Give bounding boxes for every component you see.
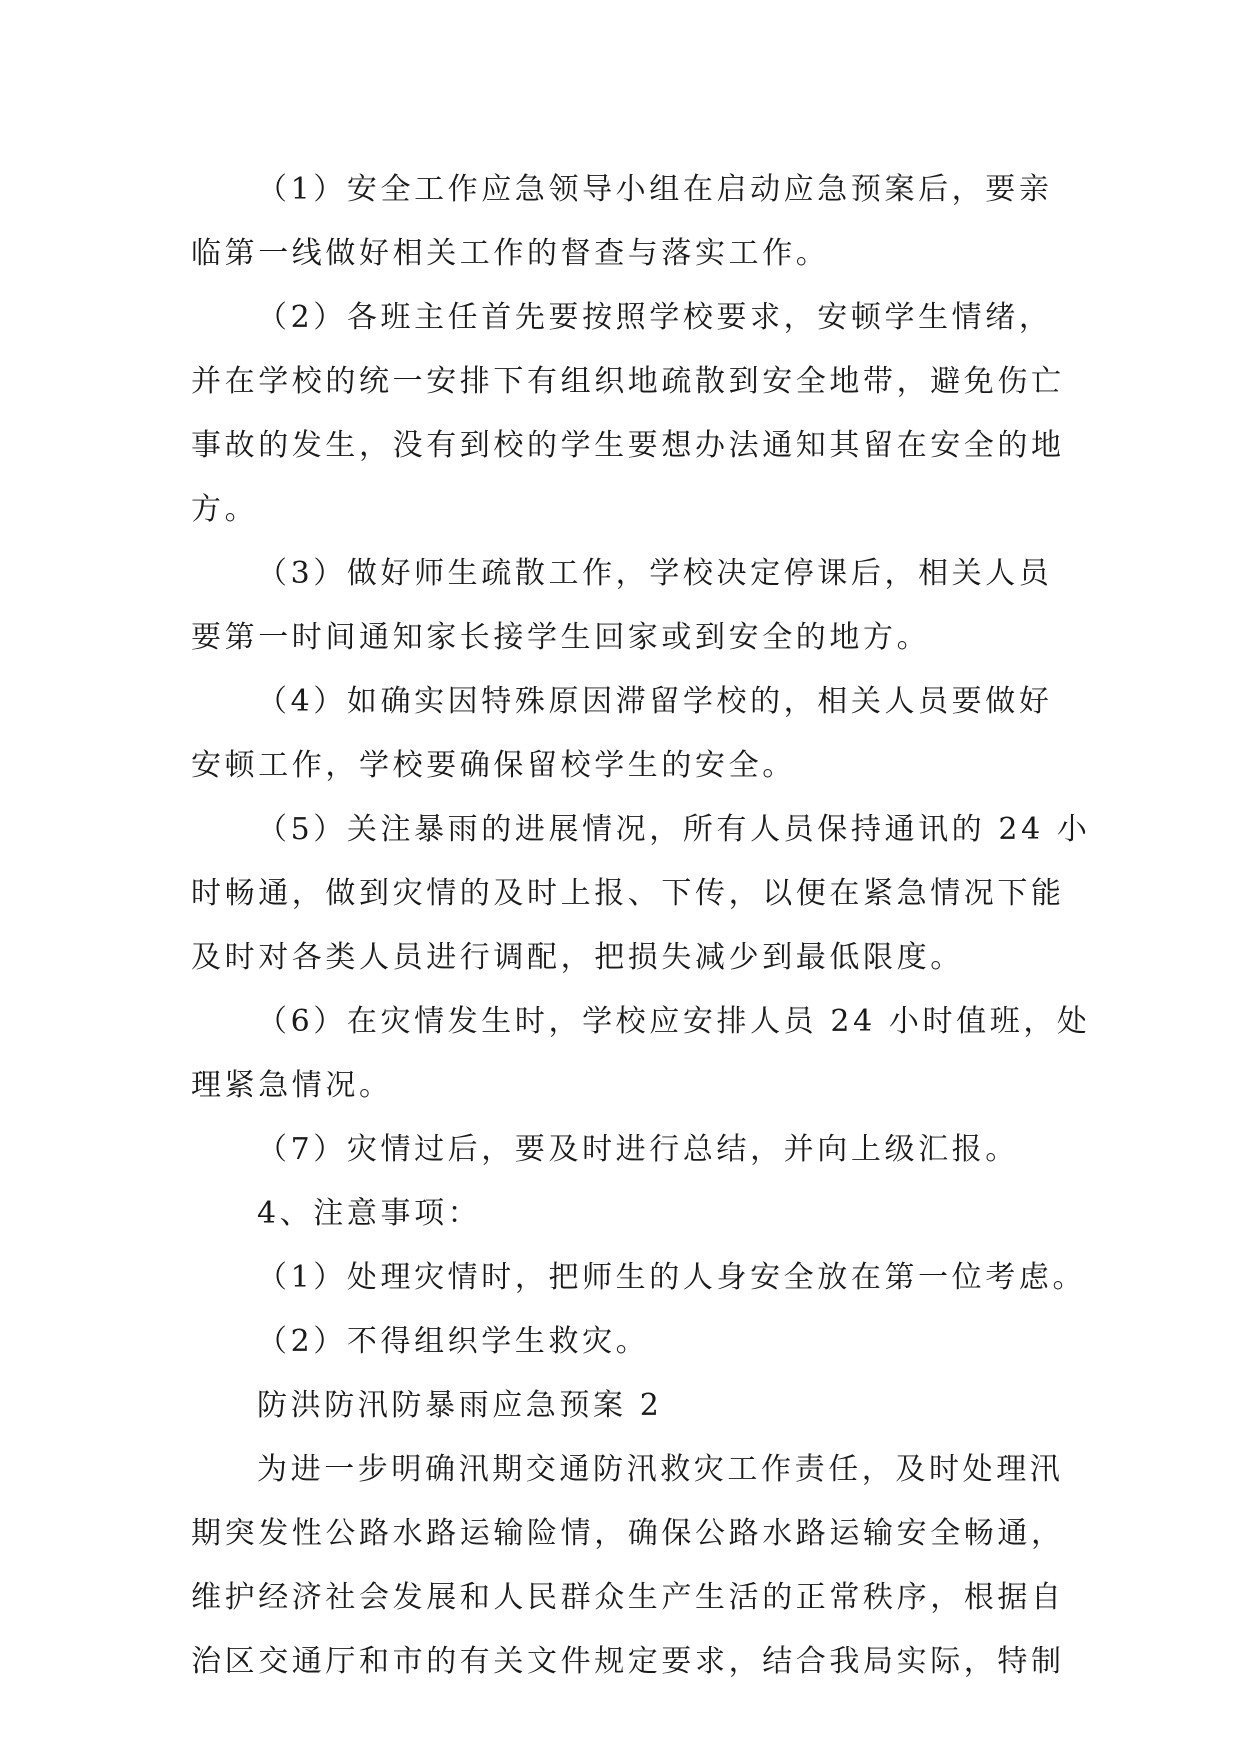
paragraph-line: 安顿工作，学校要确保留校学生的安全。 bbox=[191, 748, 796, 783]
paragraph-line: 并在学校的统一安排下有组织地疏散到安全地带，避免伤亡 bbox=[191, 364, 1065, 399]
paragraph-line: 及时对各类人员进行调配，把损失减少到最低限度。 bbox=[191, 940, 964, 975]
paragraph-line: 时畅通，做到灾情的及时上报、下传，以便在紧急情况下能 bbox=[191, 876, 1065, 911]
paragraph-line: 为进一步明确汛期交通防汛救灾工作责任，及时处理汛 bbox=[257, 1452, 1064, 1487]
paragraph-line: 临第一线做好相关工作的督查与落实工作。 bbox=[191, 236, 830, 271]
paragraph-line: （5）关注暴雨的进展情况，所有人员保持通讯的 24 小 bbox=[257, 812, 1091, 847]
paragraph-line: （4）如确实因特殊原因滞留学校的，相关人员要做好 bbox=[257, 684, 1053, 719]
paragraph-line: 理紧急情况。 bbox=[191, 1068, 393, 1103]
paragraph-line: （1）安全工作应急领导小组在启动应急预案后，要亲 bbox=[257, 172, 1053, 207]
paragraph-line: 方。 bbox=[191, 492, 259, 527]
paragraph-line: 要第一时间通知家长接学生回家或到安全的地方。 bbox=[191, 620, 931, 655]
paragraph-line: 治区交通厅和市的有关文件规定要求，结合我局实际，特制 bbox=[191, 1644, 1065, 1679]
paragraph-line: （6）在灾情发生时，学校应安排人员 24 小时值班，处 bbox=[257, 1004, 1091, 1039]
paragraph-line: （1）处理灾情时，把师生的人身安全放在第一位考虑。 bbox=[257, 1260, 1087, 1295]
paragraph-line: 维护经济社会发展和人民群众生产生活的正常秩序，根据自 bbox=[191, 1580, 1065, 1615]
paragraph-line: （7）灾情过后，要及时进行总结，并向上级汇报。 bbox=[257, 1132, 1019, 1167]
paragraph-line: （2）不得组织学生救灾。 bbox=[257, 1324, 650, 1359]
paragraph-line: （2）各班主任首先要按照学校要求，安顿学生情绪， bbox=[257, 300, 1053, 335]
paragraph-line: 事故的发生，没有到校的学生要想办法通知其留在安全的地 bbox=[191, 428, 1065, 463]
section-heading: 4、注意事项： bbox=[257, 1196, 482, 1231]
paragraph-line: （3）做好师生疏散工作，学校决定停课后，相关人员 bbox=[257, 556, 1053, 591]
paragraph-line: 期突发性公路水路运输险情，确保公路水路运输安全畅通， bbox=[191, 1516, 1065, 1551]
document-section-title: 防洪防汛防暴雨应急预案 2 bbox=[257, 1388, 663, 1423]
document-body bbox=[191, 158, 1091, 1694]
